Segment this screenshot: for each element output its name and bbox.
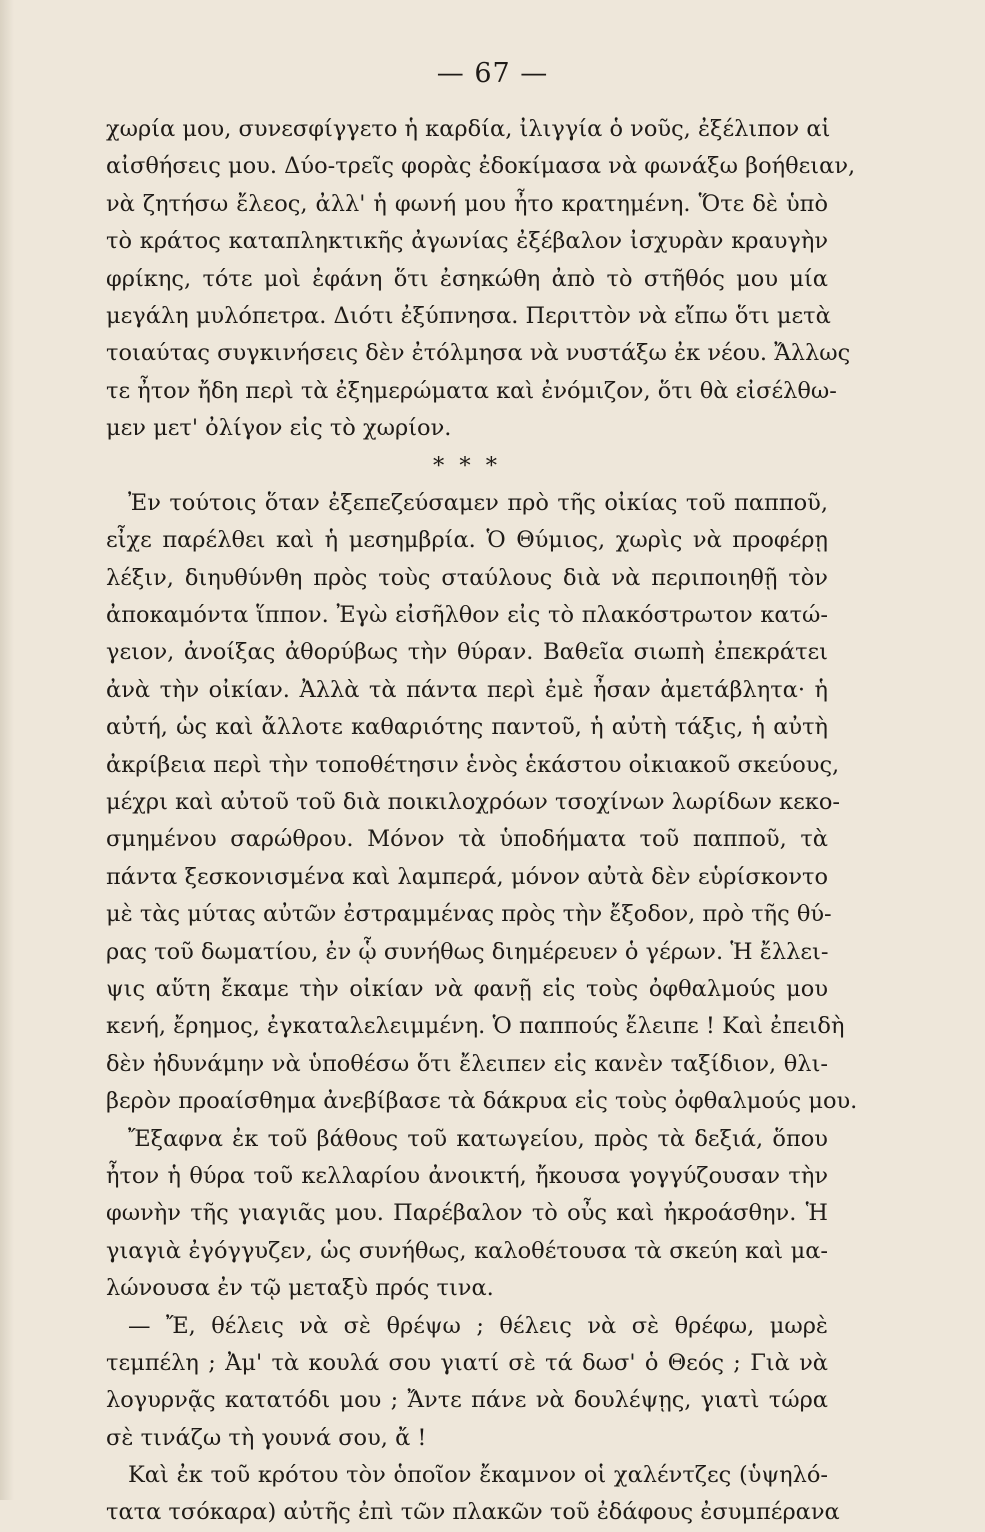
text-line: μεγάλη μυλόπετρα. Διότι ἐξύπνησα. Περιττὸν νὰ εἴπω ὅτι μετὰ — [106, 302, 831, 329]
text-line: πάντα ξεσκονισμένα καὶ λαμπερά, μόνον αὐτὰ δὲν εὑρίσκοντο — [106, 863, 828, 890]
text-line: ἀποκαμόντα ἵππον. Ἐγὼ εἰσῆλθον εἰς τὸ πλακόστρωτον κατώ- — [106, 602, 828, 629]
text-line: φρίκης, τότε μοὶ ἐφάνη ὅτι ἐσηκώθη ἀπὸ τὸ στῆθός μου μία — [106, 265, 828, 292]
text-line: μὲ τὰς μύτας αὐτῶν ἐστραμμένας πρὸς τὴν ἔξοδον, πρὸ τῆς θύ- — [106, 901, 832, 928]
text-line: αὐτή, ὡς καὶ ἄλλοτε καθαριότης παντοῦ, ἡ αὐτὴ τάξις, ἡ αὐτὴ — [106, 714, 828, 741]
text-line: τε ἦτον ἤδη περὶ τὰ ἐξημερώματα καὶ ἐνόμιζον, ὅτι θὰ εἰσέλθω- — [106, 377, 837, 404]
text-line: τεμπέλη ; Ἀμ' τὰ κουλά σου γιατί σὲ τά δωσ' ὁ Θεός ; Γιὰ νὰ — [106, 1349, 828, 1376]
text-line: Καὶ ἐκ τοῦ κρότου τὸν ὁποῖον ἔκαμνον οἱ χαλέντζες (ὑψηλό- — [128, 1462, 828, 1489]
text-line: σὲ τινάζω τὴ γουνά σου, ἄ ! — [106, 1424, 427, 1451]
page-number: — 67 — — [436, 58, 549, 89]
text-line: Ἔξαφνα ἐκ τοῦ βάθους τοῦ κατωγείου, πρὸς τὰ δεξιά, ὅπου — [128, 1125, 828, 1152]
section-break: * * * — [432, 452, 502, 479]
body-text — [106, 111, 858, 1532]
text-line: τοιαύτας συγκινήσεις δὲν ἐτόλμησα νὰ νυστάξω ἐκ νέου. Ἄλλως — [106, 340, 851, 367]
text-line: ἀνὰ τὴν οἰκίαν. Ἀλλὰ τὰ πάντα περὶ ἐμὲ ἦσαν ἀμετάβλητα· ἡ — [106, 676, 828, 703]
text-line: λογυρνᾷς κατατόδι μου ; Ἄντε πάνε νὰ δουλέψῃς, γιατὶ τώρα — [106, 1387, 828, 1414]
text-line: αἰσθήσεις μου. Δύο-τρεῖς φορὰς ἐδοκίμασα νὰ φωνάξω βοήθειαν, — [106, 153, 856, 180]
text-line: βερὸν προαίσθημα ἀνεβίβασε τὰ δάκρυα εἰς τοὺς ὀφθαλμούς μου. — [106, 1088, 858, 1115]
text-line: εἶχε παρέλθει καὶ ἡ μεσημβρία. Ὁ Θύμιος, χωρὶς νὰ προφέρῃ — [106, 527, 828, 554]
text-line: τατα τσόκαρα) αὐτῆς ἐπὶ τῶν πλακῶν τοῦ ἐδάφους ἐσυμπέρανα — [106, 1499, 840, 1526]
text-line: Ἐν τούτοις ὅταν ἐξεπεζεύσαμεν πρὸ τῆς οἰκίας τοῦ παπποῦ, — [128, 489, 828, 516]
text-line: μέχρι καὶ αὐτοῦ τοῦ διὰ ποικιλοχρόων τσοχίνων λωρίδων κεκο- — [106, 789, 840, 816]
text-line: γιαγιὰ ἐγόγγυζεν, ὡς συνήθως, καλοθέτουσα τὰ σκεύη καὶ μα- — [106, 1237, 828, 1264]
text-line: κενή, ἔρημος, ἐγκαταλελειμμένη. Ὁ παππούς ἔλειπε ! Καὶ ἐπειδὴ — [106, 1013, 845, 1040]
page-edge — [0, 0, 14, 1500]
text-line: τὸ κράτος καταπληκτικῆς ἀγωνίας ἐξέβαλον ἰσχυρὰν κραυγὴν — [106, 228, 828, 255]
text-line: λέξιν, διηυθύνθη πρὸς τοὺς σταύλους διὰ νὰ περιποιηθῇ τὸν — [106, 564, 828, 591]
text-line: γειον, ἀνοίξας ἀθορύβως τὴν θύραν. Βαθεῖα σιωπὴ ἐπεκράτει — [106, 639, 828, 666]
text-line: νὰ ζητήσω ἔλεος, ἀλλ' ἡ φωνή μου ἦτο κρατημένη. Ὅτε δὲ ὑπὸ — [106, 190, 828, 217]
text-line: φωνὴν τῆς γιαγιᾶς μου. Παρέβαλον τὸ οὖς καὶ ἠκροάσθην. Ἡ — [106, 1200, 828, 1227]
text-line: σμημένου σαρώθρου. Μόνον τὰ ὑποδήματα τοῦ παπποῦ, τὰ — [106, 826, 828, 853]
text-line: ἀκρίβεια περὶ τὴν τοποθέτησιν ἑνὸς ἑκάστου οἰκιακοῦ σκεύους, — [106, 751, 840, 778]
text-line: ρας τοῦ δωματίου, ἐν ᾧ συνήθως διημέρευεν ὁ γέρων. Ἡ ἔλλει- — [106, 938, 829, 965]
text-line: ἦτον ἡ θύρα τοῦ κελλαρίου ἀνοικτή, ἤκουσα γογγύζουσαν τὴν — [106, 1162, 828, 1189]
text-line: μεν μετ' ὀλίγον εἰς τὸ χωρίον. — [106, 415, 452, 442]
text-line: δὲν ἠδυνάμην νὰ ὑποθέσω ὅτι ἔλειπεν εἰς κανὲν ταξίδιον, θλι- — [106, 1050, 828, 1077]
text-line: χωρία μου, συνεσφίγγετο ἡ καρδία, ἰλιγγία ὁ νοῦς, ἐξέλιπον αἱ — [106, 116, 831, 142]
text-line: — Ἔ, θέλεις νὰ σὲ θρέψω ; θέλεις νὰ σὲ θρέφω, μωρὲ — [128, 1312, 828, 1339]
text-line: ψις αὕτη ἔκαμε τὴν οἰκίαν νὰ φανῇ εἰς τοὺς ὀφθαλμούς μου — [106, 975, 828, 1002]
text-line: λώνουσα ἐν τῷ μεταξὺ πρός τινα. — [106, 1275, 494, 1302]
